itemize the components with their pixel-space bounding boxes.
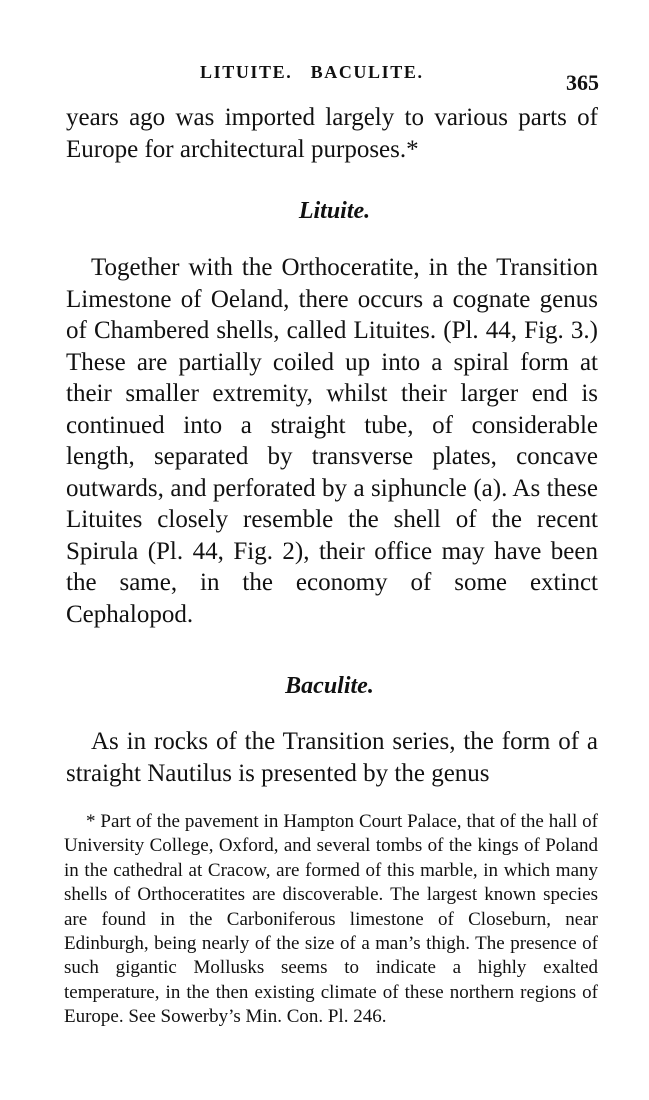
section-heading-lituite: Lituite. [298, 198, 371, 224]
lituite-paragraph: Together with the Orthoceratite, in the Transition Limestone of Oeland, there occurs a cognate genus of Chambered shells, called Lituites. (Pl. 44, Fig. 3.) These are partially coiled up into a spiral form at their smaller extremity, whilst their larger end is continued into a straight tube, of considerable length, separated by transverse plates, concave outwards, and perforated by a siphuncle (a). As these Lituites closely resemble the shell of the recent Spirula (Pl. 44, Fig. 2), their office may have been the same, in the economy of some extinct Cephalopod. [66, 254, 598, 628]
section-heading-baculite: Baculite. [285, 673, 374, 699]
continuation-paragraph: years ago was imported largely to various parts of Europe for architectural purposes.* [66, 104, 598, 163]
running-head: LITUITE. BACULITE. [200, 62, 424, 82]
footnote: * Part of the pavement in Hampton Court Palace, that of the hall of University College, Oxford, and several tombs of the kings of Poland in the cathedral at Cracow, are formed of this marble, in which many shells of Orthoceratites are discoverable. The largest known species are found in the Carboniferous limestone of Closeburn, near Edinburgh, being nearly of the size of a man’s thigh. The presence of such gigantic Mollusks seems to indicate a highly exalted temperature, in the then existing climate of these northern regions of Europe. See Sowerby’s Min. Con. Pl. 246. [64, 811, 598, 1028]
page-number: 365 [566, 70, 599, 95]
baculite-paragraph: As in rocks of the Transition series, the form of a straight Nautilus is presented by the genus [66, 728, 598, 787]
